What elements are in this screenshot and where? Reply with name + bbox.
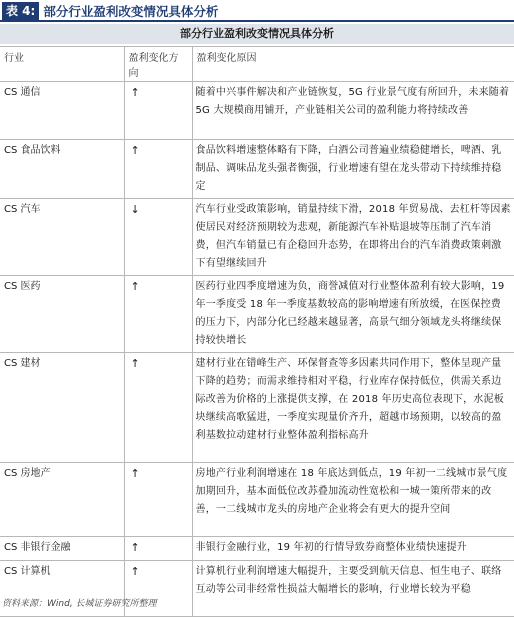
reason-cell: 非银行金融行业，19 年初的行情导致券商整体业绩快速提升 [192, 537, 514, 561]
direction-arrow-icon: ↑ [130, 565, 140, 578]
figure-tag: 表 4: [2, 2, 39, 20]
table-row [0, 82, 514, 140]
header-direction: 盈利变化方向 [124, 47, 192, 82]
direction-cell [124, 276, 192, 353]
table-row [0, 140, 514, 199]
header-industry: 行业 [0, 47, 124, 82]
industry-cell: CS 建材 [0, 353, 124, 463]
direction-cell [124, 463, 192, 537]
industry-cell: CS 汽车 [0, 199, 124, 276]
direction-arrow-icon: ↓ [130, 203, 140, 216]
direction-arrow-icon: ↑ [130, 541, 140, 554]
table-caption: 部分行业盈利改变情况具体分析 [0, 24, 514, 44]
reason-cell: 汽车行业受政策影响，销量持续下滑，2018 年贸易战、去杠杆等因素使居民对经济预期较为悲观，新能源汽车补贴退坡等压制了汽车消费，但汽车销量已有企稳回升态势，在即将出台的汽车消费政策刺激下有望继续回升 [192, 199, 514, 276]
title-divider [0, 20, 514, 22]
industry-cell: CS 食品饮料 [0, 140, 124, 199]
direction-cell [124, 82, 192, 140]
reason-cell: 房地产行业利润增速在 18 年底达到低点，19 年初一二线城市景气度加期回升，基本面低位改苏叠加流动性宽松和一城一策所带来的改善，一二线城市龙头的房地产企业将会有更大的提升空间 [192, 463, 514, 537]
profit-analysis-table [0, 46, 514, 617]
direction-arrow-icon: ↑ [130, 280, 140, 293]
direction-arrow-icon: ↑ [130, 357, 140, 370]
reason-cell: 建材行业在错峰生产、环保督查等多因素共同作用下，整体呈现产量下降的趋势；而需求维持相对平稳，行业库存保持低位，供需关系边际改善为价格的上涨提供支撑，在 2018 年历史高位表现下，水泥板块继续高歌猛进，一季度实现量价齐升，超越市场预期，以较高的盈利基数拉动建材行业整体盈利指标高升 [192, 353, 514, 463]
industry-cell: CS 房地产 [0, 463, 124, 537]
direction-arrow-icon: ↑ [130, 86, 140, 99]
direction-arrow-icon: ↑ [130, 144, 140, 157]
direction-arrow-icon: ↑ [130, 467, 140, 480]
industry-cell: CS 通信 [0, 82, 124, 140]
table-row [0, 353, 514, 463]
industry-cell: CS 医药 [0, 276, 124, 353]
header-reason: 盈利变化原因 [192, 47, 514, 82]
table-header-row [0, 47, 514, 82]
direction-cell [124, 140, 192, 199]
reason-cell: 随着中兴事件解决和产业链恢复，5G 行业景气度有所回升，未来随着 5G 大规模商用铺开，产业链相关公司的盈利能力将持续改善 [192, 82, 514, 140]
figure-title-bar [0, 0, 514, 22]
table-row [0, 276, 514, 353]
reason-cell: 计算机行业利润增速大幅提升，主要受到航天信息、恒生电子、联络互动等公司非经常性损益大幅增长的影响，行业增长较为平稳 [192, 561, 514, 617]
reason-cell: 食品饮料增速整体略有下降，白酒公司普遍业绩稳健增长，啤酒、乳制品、调味品龙头强者衡强，行业增速有望在龙头带动下持续维持稳定 [192, 140, 514, 199]
table-row [0, 199, 514, 276]
table-row [0, 463, 514, 537]
direction-cell [124, 537, 192, 561]
figure-title: 部分行业盈利改变情况具体分析 [43, 4, 219, 19]
reason-cell: 医药行业四季度增速为负，商誉减值对行业整体盈利有较大影响，19 年一季度受 18 年一季度基数较高的影响增速有所放缓，在医保控费的压力下，内部分化已经越来越显著，高景气细分领域龙头将继续保持较快增长 [192, 276, 514, 353]
direction-cell [124, 199, 192, 276]
industry-cell: CS 非银行金融 [0, 537, 124, 561]
direction-cell [124, 353, 192, 463]
source-note: 资料来源：Wind, 长城证券研究所整理 [2, 599, 157, 609]
table-row [0, 537, 514, 561]
industry-cell: CS 计算机 [0, 561, 124, 617]
